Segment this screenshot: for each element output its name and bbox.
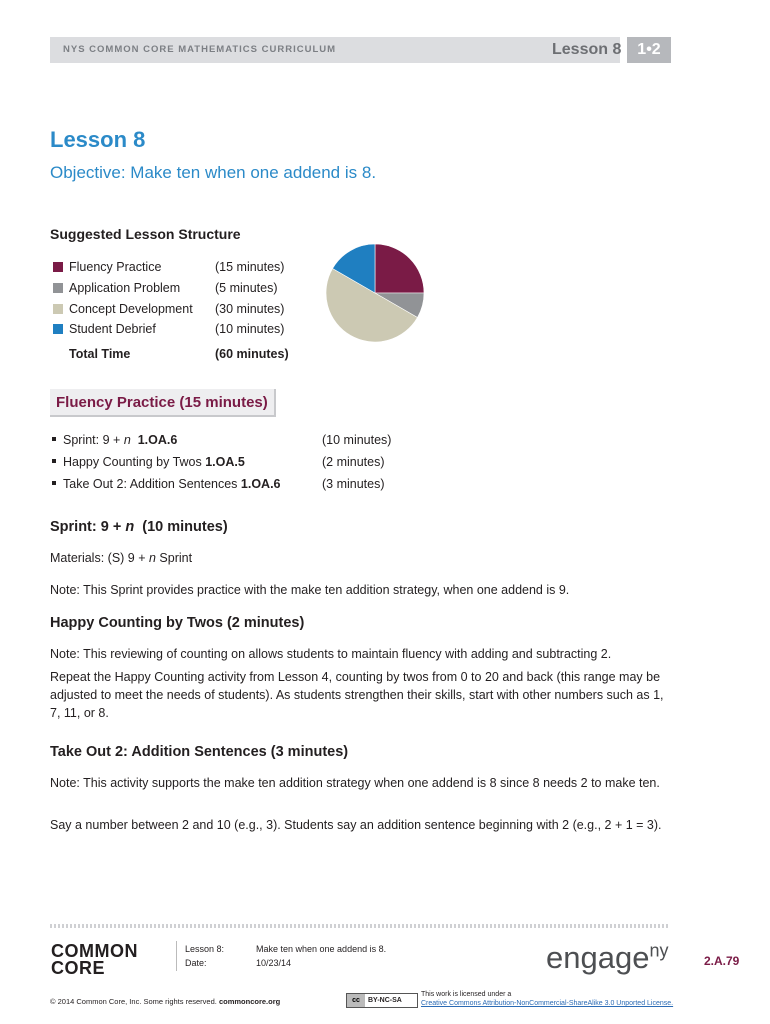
fluency-item [52, 433, 177, 447]
sprint-note: Note: This Sprint provides practice with the make ten addition strategy, when one addend is 9. [50, 583, 570, 597]
license-link[interactable]: Creative Commons Attribution-NonCommercial-ShareAlike 3.0 Unported License. [421, 1000, 674, 1007]
bullet-icon [52, 437, 56, 441]
fluency-item-standard: 1.OA.6 [240, 477, 281, 491]
footer-lesson-label: Lesson 8: [185, 944, 225, 954]
take-out-note: Note: This activity supports the make ten addition strategy when one addend is 8 since 8 needs 2 to make ten. [50, 776, 660, 790]
legend-swatch [53, 324, 63, 334]
copyright [50, 997, 280, 1006]
take-out-heading: Take Out 2: Addition Sentences (3 minutes) [50, 744, 349, 760]
ny-text: ny [649, 940, 669, 961]
sprint-heading-post: (10 minutes) [134, 519, 228, 535]
structure-item-minutes: (30 minutes) [215, 302, 285, 316]
structure-item-name: Concept Development [69, 302, 193, 316]
footer-date-label: Date: [185, 958, 207, 968]
copyright-site: commoncore.org [218, 997, 281, 1006]
license-text: This work is licensed under a [421, 991, 512, 998]
fluency-item-standard: 1.OA.6 [137, 433, 178, 447]
footer-divider [50, 924, 670, 928]
structure-title: Suggested Lesson Structure [50, 226, 241, 242]
footer-separator [176, 941, 177, 971]
grade-module-badge: 1•2 [627, 37, 671, 63]
fluency-item-standard: 1.OA.5 [205, 455, 245, 469]
objective: Objective: Make ten when one addend is 8. [50, 163, 377, 182]
cc-icon: cc [347, 994, 365, 1007]
common-core-logo [51, 943, 138, 977]
fluency-item-var: n [123, 433, 131, 447]
footer-lesson-value: Make ten when one addend is 8. [256, 944, 387, 954]
lesson-structure-pie-chart [325, 243, 425, 343]
materials-post: Sprint [155, 551, 193, 565]
structure-item-minutes: (10 minutes) [215, 322, 285, 336]
materials-pre: Materials: (S) 9 + [50, 551, 149, 565]
logo-line-1: COMMON [51, 941, 138, 961]
lesson-title: Lesson 8 [50, 127, 146, 152]
sprint-heading-pre: Sprint: 9 + [50, 519, 126, 535]
cc-badge-text: BY-NC-SA [368, 997, 402, 1004]
structure-item-minutes: (15 minutes) [215, 260, 285, 274]
header-lesson: Lesson 8 [552, 41, 622, 58]
structure-item-name: Fluency Practice [69, 260, 162, 274]
curriculum-title: NYS COMMON CORE MATHEMATICS CURRICULUM [63, 44, 337, 55]
happy-counting-heading: Happy Counting by Twos (2 minutes) [50, 615, 305, 631]
structure-item-name: Student Debrief [69, 322, 156, 336]
total-minutes: (60 minutes) [215, 347, 289, 361]
fluency-item-label: Take Out 2: Addition Sentences [63, 477, 241, 491]
engage-text: engage [546, 940, 650, 975]
logo-line-2: CORE [51, 958, 106, 978]
structure-item-name: Application Problem [69, 281, 181, 295]
bullet-icon [52, 459, 56, 463]
copyright-text: © 2014 Common Core, Inc. Some rights reserved. [50, 997, 219, 1006]
pie-slice-fluency-practice [375, 244, 424, 293]
sprint-heading [50, 519, 228, 535]
engageny-logo [546, 940, 668, 976]
sprint-materials [50, 549, 670, 567]
materials-var: n [149, 551, 156, 565]
fluency-item-label: Happy Counting by Twos [63, 455, 206, 469]
fluency-item [52, 477, 281, 491]
total-label: Total Time [69, 347, 131, 361]
fluency-item-minutes: (2 minutes) [322, 455, 385, 469]
legend-swatch [53, 262, 63, 272]
fluency-item-minutes: (10 minutes) [322, 433, 392, 447]
page-number: 2.A.79 [704, 954, 740, 968]
bullet-icon [52, 481, 56, 485]
happy-counting-paragraph: Repeat the Happy Counting activity from Lesson 4, counting by twos from 0 to 20 and back (this range may be adjusted to meet the needs of students). As students strengthen their skills, start with other numbers such as 1, 7, 11, or 8. [50, 670, 664, 720]
fluency-item [52, 455, 245, 469]
fluency-item-minutes: (3 minutes) [322, 477, 385, 491]
footer-date-value: 10/23/14 [256, 958, 292, 968]
cc-license-badge [346, 993, 418, 1008]
structure-item-minutes: (5 minutes) [215, 281, 278, 295]
legend-swatch [53, 304, 63, 314]
legend-swatch [53, 283, 63, 293]
fluency-heading: Fluency Practice (15 minutes) [56, 394, 268, 411]
take-out-paragraph: Say a number between 2 and 10 (e.g., 3). Students say an addition sentence beginning with 2 (e.g., 2 + 1 = 3). [50, 818, 662, 832]
happy-counting-note: Note: This reviewing of counting on allows students to maintain fluency with adding and subtracting 2. [50, 647, 612, 661]
fluency-item-label: Sprint: 9 + [63, 433, 124, 447]
sprint-heading-var: n [125, 519, 135, 535]
